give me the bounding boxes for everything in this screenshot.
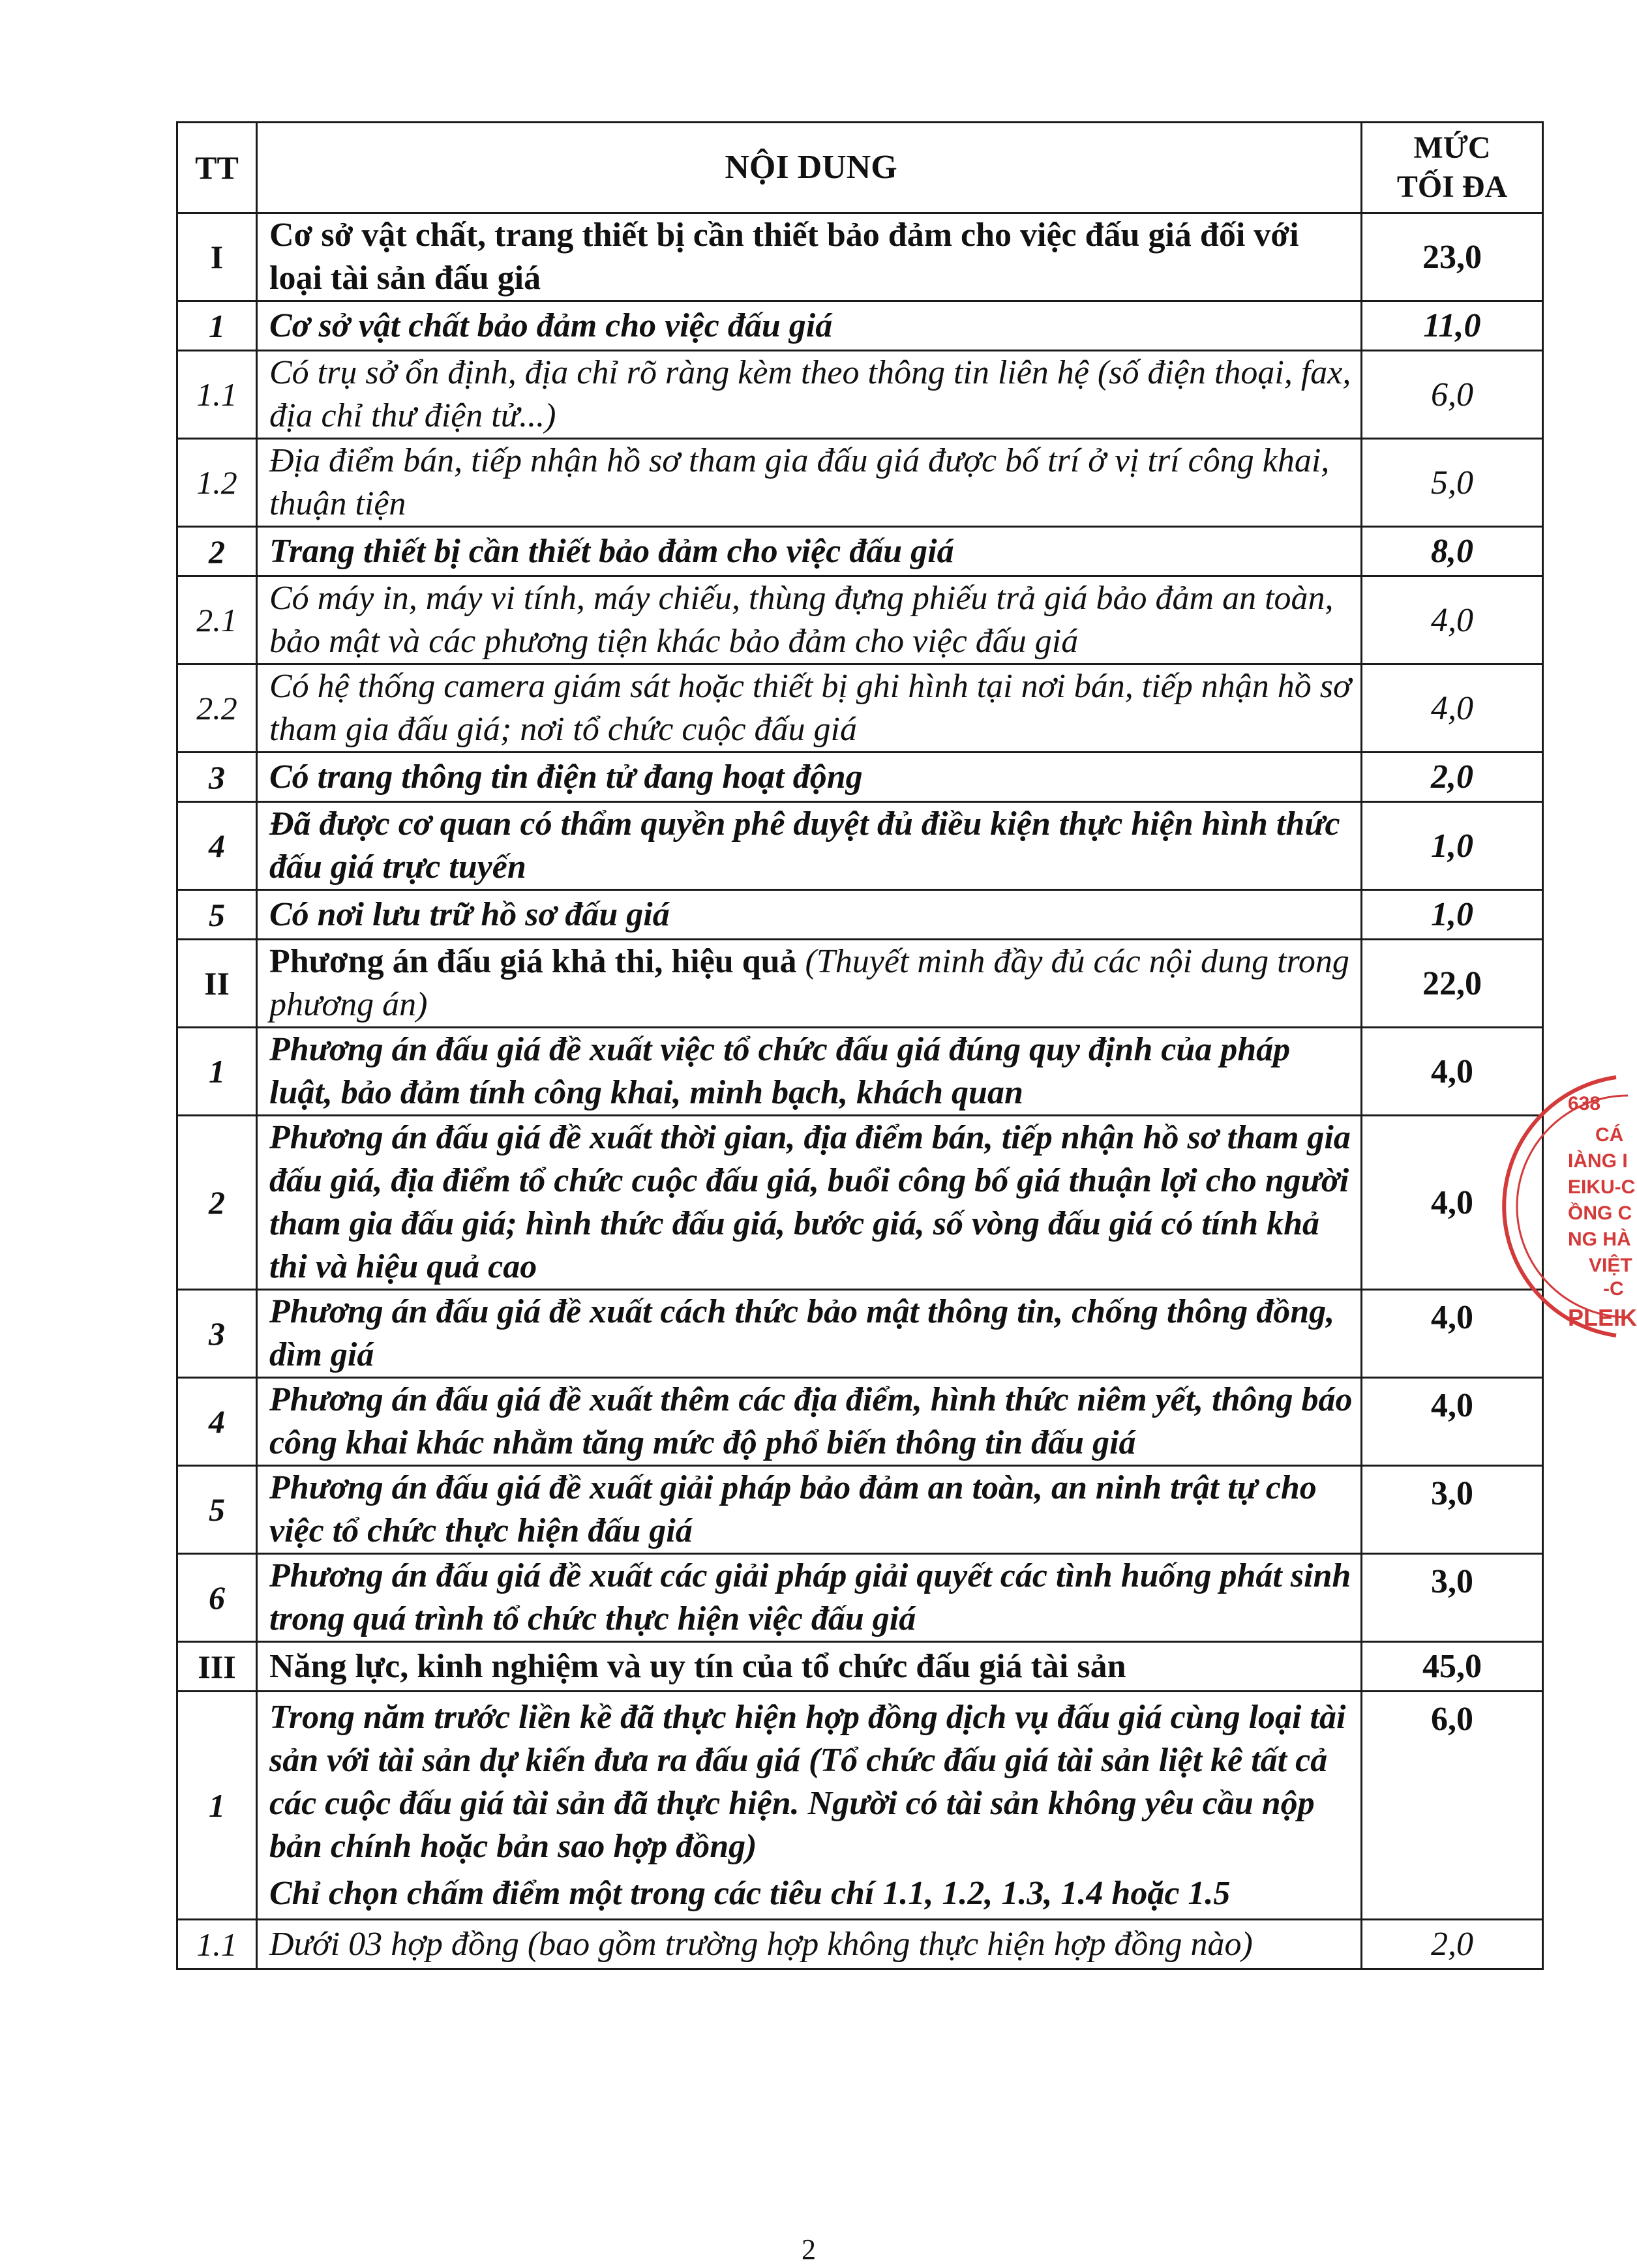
row-content: Có trang thông tin điện tử đang hoạt động <box>257 753 1362 802</box>
criteria-table <box>176 121 1544 1970</box>
row-max: 1,0 <box>1362 802 1543 890</box>
table-row <box>177 439 1543 527</box>
row-tt: 4 <box>177 802 257 890</box>
row-tt: 1.2 <box>177 439 257 527</box>
red-seal-stamp <box>1556 1069 1637 1343</box>
seal-text-fragment: CÁ <box>1595 1124 1624 1146</box>
seal-text-fragment: PLEIK <box>1568 1304 1637 1331</box>
row-content: Có hệ thống camera giám sát hoặc thiết bị ghi hình tại nơi bán, tiếp nhận hồ sơ tham gia đấu giá; nơi tổ chức cuộc đấu giá <box>257 664 1362 753</box>
row-content: Đã được cơ quan có thẩm quyền phê duyệt đủ điều kiện thực hiện hình thức đấu giá trực tuyến <box>257 802 1362 890</box>
table-row <box>177 351 1543 439</box>
row-tt: 1 <box>177 1028 257 1116</box>
table-row <box>177 1642 1543 1692</box>
row-content: Phương án đấu giá đề xuất thời gian, địa điểm bán, tiếp nhận hồ sơ tham gia đấu giá, địa điểm tổ chức cuộc đấu giá, buổi công bố giá thuận lợi cho người tham gia đấu giá; hình thức đấu giá, bước giá, số vòng đấu giá có tính khả thi và hiệu quả cao <box>257 1116 1362 1290</box>
table-row <box>177 802 1543 890</box>
row-tt: 2.1 <box>177 576 257 664</box>
row-max: 2,0 <box>1362 753 1543 802</box>
row-content: Địa điểm bán, tiếp nhận hồ sơ tham gia đấu giá được bố trí ở vị trí công khai, thuận tiện <box>257 439 1362 527</box>
row-max: 3,0 <box>1362 1554 1543 1642</box>
row-content: Phương án đấu giá đề xuất giải pháp bảo đảm an toàn, an ninh trật tự cho việc tổ chức thực hiện đấu giá <box>257 1466 1362 1554</box>
row-max: 5,0 <box>1362 439 1543 527</box>
row-tt: 3 <box>177 1290 257 1378</box>
row-content-main: Trong năm trước liền kề đã thực hiện hợp đồng dịch vụ đấu giá cùng loại tài sản với tài sản dự kiến đưa ra đấu giá (Tổ chức đấu giá tài sản liệt kê tất cả các cuộc đấu giá tài sản đã thực hiện. Người có tài sản không yêu cầu nộp bản chính hoặc bản sao hợp đồng) <box>269 1698 1346 1865</box>
row-tt: 2 <box>177 1116 257 1290</box>
table-row <box>177 1378 1543 1466</box>
row-tt: 4 <box>177 1378 257 1466</box>
row-tt: 3 <box>177 753 257 802</box>
table-row <box>177 1116 1543 1290</box>
table-row <box>177 1028 1543 1116</box>
row-tt: III <box>177 1642 257 1692</box>
row-tt: 1.1 <box>177 351 257 439</box>
row-max: 8,0 <box>1362 527 1543 576</box>
row-tt: I <box>177 213 257 301</box>
row-max: 4,0 <box>1362 576 1543 664</box>
row-tt: 5 <box>177 1466 257 1554</box>
row-max: 1,0 <box>1362 890 1543 940</box>
row-max: 45,0 <box>1362 1642 1543 1692</box>
row-tt: 1.1 <box>177 1920 257 1969</box>
table-row <box>177 940 1543 1028</box>
row-content: Phương án đấu giá đề xuất các giải pháp giải quyết các tình huống phát sinh trong quá trình tổ chức thực hiện việc đấu giá <box>257 1554 1362 1642</box>
table-row <box>177 1920 1543 1969</box>
row-content: Phương án đấu giá đề xuất thêm các địa điểm, hình thức niêm yết, thông báo công khai khác nhằm tăng mức độ phổ biến thông tin đấu giá <box>257 1378 1362 1466</box>
table-row <box>177 527 1543 576</box>
header-max <box>1362 123 1543 213</box>
header-tt: TT <box>177 123 257 213</box>
row-tt: 6 <box>177 1554 257 1642</box>
row-content <box>257 940 1362 1028</box>
row-content: Dưới 03 hợp đồng (bao gồm trường hợp không thực hiện hợp đồng nào) <box>257 1920 1362 1969</box>
row-content <box>257 1692 1362 1920</box>
table-header-row <box>177 123 1543 213</box>
table-row <box>177 576 1543 664</box>
row-tt: 1 <box>177 301 257 351</box>
table-row <box>177 1554 1543 1642</box>
seal-text-fragment: -C <box>1603 1278 1624 1300</box>
row-content-note: Chỉ chọn chấm điểm một trong các tiêu chí 1.1, 1.2, 1.3, 1.4 hoặc 1.5 <box>269 1874 1231 1912</box>
row-max: 4,0 <box>1362 1378 1543 1466</box>
table-row <box>177 1466 1543 1554</box>
row-content: Năng lực, kinh nghiệm và uy tín của tổ chức đấu giá tài sản <box>257 1642 1362 1692</box>
row-content: Có nơi lưu trữ hồ sơ đấu giá <box>257 890 1362 940</box>
row-max: 11,0 <box>1362 301 1543 351</box>
row-content-italic: (Thuyết minh đầy đủ các nội dung trong phương án) <box>269 943 1349 1023</box>
table-row <box>177 213 1543 301</box>
seal-text-fragment: EIKU-C <box>1568 1176 1636 1198</box>
row-max: 6,0 <box>1362 351 1543 439</box>
row-max: 4,0 <box>1362 1028 1543 1116</box>
row-max: 4,0 <box>1362 1290 1543 1378</box>
row-tt: II <box>177 940 257 1028</box>
seal-text-fragment: NG HÀ <box>1568 1229 1631 1250</box>
table-row <box>177 301 1543 351</box>
seal-text-fragment: ỒNG C <box>1568 1202 1632 1224</box>
table-row <box>177 890 1543 940</box>
table-row <box>177 664 1543 753</box>
row-content: Có máy in, máy vi tính, máy chiếu, thùng đựng phiếu trả giá bảo đảm an toàn, bảo mật và các phương tiện khác bảo đảm cho việc đấu giá <box>257 576 1362 664</box>
table-row <box>177 1692 1543 1920</box>
header-max-line1: MỨC <box>1413 130 1491 165</box>
row-content: Phương án đấu giá đề xuất cách thức bảo mật thông tin, chống thông đồng, dìm giá <box>257 1290 1362 1378</box>
seal-text-fragment: 638 <box>1568 1093 1601 1114</box>
row-content: Có trụ sở ổn định, địa chỉ rõ ràng kèm theo thông tin liên hệ (số điện thoại, fax, địa chỉ thư điện tử...) <box>257 351 1362 439</box>
row-tt: 2.2 <box>177 664 257 753</box>
row-max: 4,0 <box>1362 1116 1543 1290</box>
header-max-line2: TỐI ĐA <box>1396 170 1508 204</box>
row-content: Phương án đấu giá đề xuất việc tổ chức đấu giá đúng quy định của pháp luật, bảo đảm tính công khai, minh bạch, khách quan <box>257 1028 1362 1116</box>
row-max: 23,0 <box>1362 213 1543 301</box>
row-max: 6,0 <box>1362 1692 1543 1920</box>
table-row <box>177 1290 1543 1378</box>
row-tt: 5 <box>177 890 257 940</box>
row-max: 22,0 <box>1362 940 1543 1028</box>
row-content-bold: Phương án đấu giá khả thi, hiệu quả <box>269 943 797 980</box>
seal-text-fragment: IÀNG I <box>1568 1150 1628 1172</box>
row-content: Cơ sở vật chất bảo đảm cho việc đấu giá <box>257 301 1362 351</box>
row-max: 2,0 <box>1362 1920 1543 1969</box>
row-content: Trang thiết bị cần thiết bảo đảm cho việc đấu giá <box>257 527 1362 576</box>
row-tt: 2 <box>177 527 257 576</box>
page-number: 2 <box>802 2233 816 2265</box>
row-max: 4,0 <box>1362 664 1543 753</box>
row-max: 3,0 <box>1362 1466 1543 1554</box>
table-row <box>177 753 1543 802</box>
header-content: NỘI DUNG <box>257 123 1362 213</box>
row-tt: 1 <box>177 1692 257 1920</box>
seal-text-fragment: VIỆT <box>1589 1255 1632 1276</box>
row-content: Cơ sở vật chất, trang thiết bị cần thiết bảo đảm cho việc đấu giá đối với loại tài sản đấu giá <box>257 213 1362 301</box>
